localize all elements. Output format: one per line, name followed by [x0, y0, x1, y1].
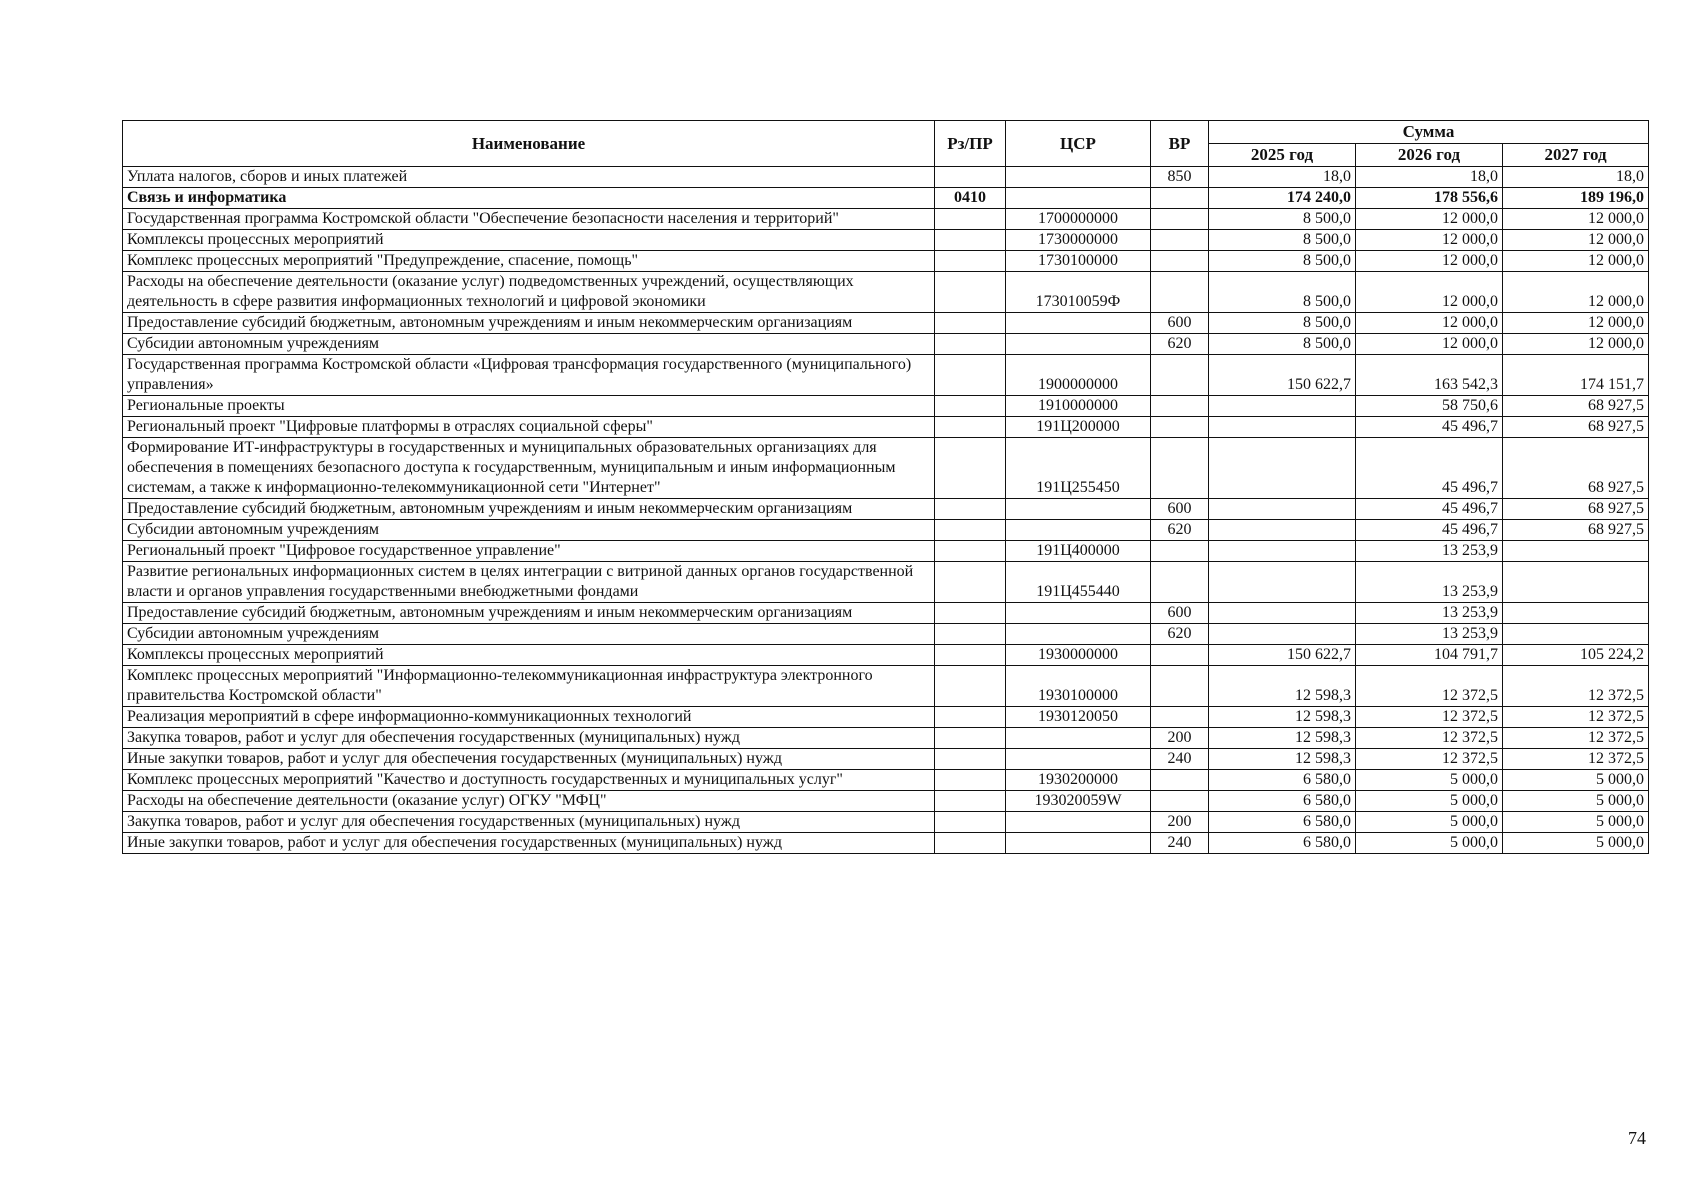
row-amount-2026: 12 372,5 — [1356, 728, 1503, 749]
row-name: Уплата налогов, сборов и иных платежей — [123, 167, 935, 188]
row-name: Развитие региональных информационных систем в целях интеграции с витриной данных органов государственной власти и органов управления государственными внебюджетными фондами — [123, 562, 935, 603]
table-row — [123, 749, 1649, 770]
row-csr: 1930100000 — [1006, 666, 1151, 707]
row-amount-2027: 12 000,0 — [1503, 209, 1649, 230]
row-amount-2025 — [1209, 396, 1356, 417]
row-amount-2026: 163 542,3 — [1356, 355, 1503, 396]
row-amount-2026: 45 496,7 — [1356, 417, 1503, 438]
header-name: Наименование — [123, 121, 935, 167]
row-amount-2026: 13 253,9 — [1356, 562, 1503, 603]
row-amount-2025: 6 580,0 — [1209, 791, 1356, 812]
row-amount-2025 — [1209, 499, 1356, 520]
row-amount-2027 — [1503, 624, 1649, 645]
row-vr — [1151, 230, 1209, 251]
row-rz-pr — [935, 562, 1006, 603]
row-amount-2026: 12 000,0 — [1356, 272, 1503, 313]
header-csr: ЦСР — [1006, 121, 1151, 167]
row-amount-2026: 178 556,6 — [1356, 188, 1503, 209]
row-name: Комплексы процессных мероприятий — [123, 230, 935, 251]
row-amount-2026: 13 253,9 — [1356, 541, 1503, 562]
table-row — [123, 707, 1649, 728]
table-header — [123, 121, 1649, 167]
header-year-2027: 2027 год — [1503, 144, 1649, 167]
row-amount-2027: 5 000,0 — [1503, 833, 1649, 854]
table-row — [123, 645, 1649, 666]
row-csr: 191Ц455440 — [1006, 562, 1151, 603]
table-row — [123, 791, 1649, 812]
row-name: Расходы на обеспечение деятельности (оказание услуг) ОГКУ "МФЦ" — [123, 791, 935, 812]
row-csr — [1006, 499, 1151, 520]
row-name: Комплекс процессных мероприятий "Информационно-телекоммуникационная инфраструктура электронного правительства Костромской области" — [123, 666, 935, 707]
row-rz-pr — [935, 499, 1006, 520]
row-csr: 1730100000 — [1006, 251, 1151, 272]
row-vr: 200 — [1151, 812, 1209, 833]
table-row — [123, 167, 1649, 188]
table-row — [123, 728, 1649, 749]
row-amount-2027: 174 151,7 — [1503, 355, 1649, 396]
row-vr: 240 — [1151, 833, 1209, 854]
row-amount-2027: 68 927,5 — [1503, 396, 1649, 417]
table-row — [123, 666, 1649, 707]
row-vr: 600 — [1151, 313, 1209, 334]
row-vr — [1151, 272, 1209, 313]
row-csr — [1006, 520, 1151, 541]
table-row — [123, 313, 1649, 334]
row-amount-2025 — [1209, 603, 1356, 624]
row-amount-2027: 68 927,5 — [1503, 520, 1649, 541]
row-amount-2026: 5 000,0 — [1356, 791, 1503, 812]
row-csr — [1006, 167, 1151, 188]
row-csr: 191Ц200000 — [1006, 417, 1151, 438]
row-csr — [1006, 624, 1151, 645]
row-name: Реализация мероприятий в сфере информационно-коммуникационных технологий — [123, 707, 935, 728]
row-name: Субсидии автономным учреждениям — [123, 624, 935, 645]
row-amount-2026: 12 372,5 — [1356, 666, 1503, 707]
row-amount-2027: 12 372,5 — [1503, 666, 1649, 707]
row-amount-2027 — [1503, 541, 1649, 562]
row-csr — [1006, 812, 1151, 833]
row-amount-2026: 12 000,0 — [1356, 251, 1503, 272]
row-name: Комплексы процессных мероприятий — [123, 645, 935, 666]
row-amount-2026: 45 496,7 — [1356, 499, 1503, 520]
row-vr — [1151, 188, 1209, 209]
row-amount-2025: 12 598,3 — [1209, 707, 1356, 728]
row-amount-2027 — [1503, 562, 1649, 603]
row-amount-2025: 8 500,0 — [1209, 209, 1356, 230]
row-amount-2025 — [1209, 624, 1356, 645]
row-csr: 1900000000 — [1006, 355, 1151, 396]
row-amount-2026: 12 000,0 — [1356, 230, 1503, 251]
table-row — [123, 209, 1649, 230]
row-rz-pr — [935, 438, 1006, 499]
row-amount-2025: 150 622,7 — [1209, 645, 1356, 666]
row-csr — [1006, 833, 1151, 854]
table-row — [123, 188, 1649, 209]
row-vr: 240 — [1151, 749, 1209, 770]
table-row — [123, 541, 1649, 562]
row-amount-2025: 6 580,0 — [1209, 833, 1356, 854]
row-name: Региональные проекты — [123, 396, 935, 417]
table-row — [123, 438, 1649, 499]
row-amount-2026: 5 000,0 — [1356, 812, 1503, 833]
row-amount-2025: 8 500,0 — [1209, 334, 1356, 355]
header-sum: Сумма — [1209, 121, 1649, 144]
table-row — [123, 770, 1649, 791]
row-csr — [1006, 603, 1151, 624]
table-row — [123, 833, 1649, 854]
row-rz-pr — [935, 209, 1006, 230]
row-name: Иные закупки товаров, работ и услуг для обеспечения государственных (муниципальных) нужд — [123, 749, 935, 770]
row-name: Предоставление субсидий бюджетным, автономным учреждениям и иным некоммерческим организациям — [123, 603, 935, 624]
row-amount-2026: 12 000,0 — [1356, 334, 1503, 355]
row-vr — [1151, 251, 1209, 272]
table-row — [123, 272, 1649, 313]
row-name: Расходы на обеспечение деятельности (оказание услуг) подведомственных учреждений, осуществляющих деятельность в сфере развития информационных технологий и цифровой экономики — [123, 272, 935, 313]
row-csr — [1006, 749, 1151, 770]
row-vr — [1151, 209, 1209, 230]
row-amount-2026: 58 750,6 — [1356, 396, 1503, 417]
row-amount-2027: 5 000,0 — [1503, 791, 1649, 812]
row-rz-pr — [935, 313, 1006, 334]
row-rz-pr — [935, 251, 1006, 272]
row-vr — [1151, 791, 1209, 812]
row-amount-2025 — [1209, 541, 1356, 562]
row-amount-2025: 150 622,7 — [1209, 355, 1356, 396]
row-amount-2027: 12 000,0 — [1503, 313, 1649, 334]
table-row — [123, 603, 1649, 624]
row-name: Иные закупки товаров, работ и услуг для обеспечения государственных (муниципальных) нужд — [123, 833, 935, 854]
row-amount-2025: 8 500,0 — [1209, 272, 1356, 313]
table-row — [123, 624, 1649, 645]
row-vr: 200 — [1151, 728, 1209, 749]
header-vr: ВР — [1151, 121, 1209, 167]
row-name: Предоставление субсидий бюджетным, автономным учреждениям и иным некоммерческим организациям — [123, 313, 935, 334]
row-amount-2026: 5 000,0 — [1356, 833, 1503, 854]
header-year-2026: 2026 год — [1356, 144, 1503, 167]
row-name: Связь и информатика — [123, 188, 935, 209]
table-row — [123, 499, 1649, 520]
table-row — [123, 251, 1649, 272]
row-csr: 1730000000 — [1006, 230, 1151, 251]
row-amount-2025: 18,0 — [1209, 167, 1356, 188]
row-vr: 600 — [1151, 499, 1209, 520]
row-amount-2026: 12 372,5 — [1356, 749, 1503, 770]
row-amount-2026: 45 496,7 — [1356, 520, 1503, 541]
row-amount-2025: 8 500,0 — [1209, 230, 1356, 251]
table-row — [123, 562, 1649, 603]
row-name: Государственная программа Костромской области "Обеспечение безопасности населения и территорий" — [123, 209, 935, 230]
row-name: Формирование ИТ-инфраструктуры в государственных и муниципальных образовательных организациях для обеспечения в помещениях безопасного доступа к государственным, муниципальным и иным информационным системам, а также к информационно-телекоммуникационной сети "Интернет" — [123, 438, 935, 499]
row-csr: 191Ц400000 — [1006, 541, 1151, 562]
row-amount-2027: 68 927,5 — [1503, 438, 1649, 499]
row-amount-2025 — [1209, 417, 1356, 438]
row-rz-pr — [935, 770, 1006, 791]
row-amount-2027: 12 372,5 — [1503, 749, 1649, 770]
row-vr — [1151, 417, 1209, 438]
row-amount-2025: 8 500,0 — [1209, 313, 1356, 334]
row-amount-2027: 12 000,0 — [1503, 334, 1649, 355]
row-csr: 1930120050 — [1006, 707, 1151, 728]
table-row — [123, 334, 1649, 355]
row-vr: 620 — [1151, 334, 1209, 355]
row-rz-pr — [935, 666, 1006, 707]
row-amount-2025 — [1209, 438, 1356, 499]
row-vr — [1151, 562, 1209, 603]
row-name: Комплекс процессных мероприятий "Качество и доступность государственных и муниципальных услуг" — [123, 770, 935, 791]
row-rz-pr — [935, 707, 1006, 728]
row-amount-2027: 12 372,5 — [1503, 728, 1649, 749]
row-amount-2025 — [1209, 562, 1356, 603]
row-amount-2026: 13 253,9 — [1356, 603, 1503, 624]
row-csr — [1006, 313, 1151, 334]
row-vr — [1151, 645, 1209, 666]
page-number: 74 — [1628, 1128, 1646, 1148]
row-vr — [1151, 707, 1209, 728]
row-amount-2026: 12 000,0 — [1356, 313, 1503, 334]
row-amount-2025: 12 598,3 — [1209, 749, 1356, 770]
row-amount-2026: 5 000,0 — [1356, 770, 1503, 791]
row-vr: 600 — [1151, 603, 1209, 624]
row-csr: 193020059W — [1006, 791, 1151, 812]
row-amount-2025 — [1209, 520, 1356, 541]
row-csr — [1006, 728, 1151, 749]
row-name: Субсидии автономным учреждениям — [123, 520, 935, 541]
row-vr — [1151, 666, 1209, 707]
table-row — [123, 355, 1649, 396]
row-rz-pr — [935, 728, 1006, 749]
row-amount-2027: 12 372,5 — [1503, 707, 1649, 728]
row-amount-2026: 104 791,7 — [1356, 645, 1503, 666]
row-csr: 1930200000 — [1006, 770, 1151, 791]
table-body — [123, 167, 1649, 854]
row-amount-2025: 12 598,3 — [1209, 728, 1356, 749]
row-csr — [1006, 188, 1151, 209]
budget-table — [122, 120, 1649, 854]
row-name: Региональный проект "Цифровое государственное управление" — [123, 541, 935, 562]
row-name: Региональный проект "Цифровые платформы в отраслях социальной сферы" — [123, 417, 935, 438]
row-amount-2027: 12 000,0 — [1503, 272, 1649, 313]
row-amount-2027: 68 927,5 — [1503, 417, 1649, 438]
row-vr — [1151, 770, 1209, 791]
table-row — [123, 520, 1649, 541]
row-vr — [1151, 355, 1209, 396]
row-rz-pr — [935, 833, 1006, 854]
row-amount-2027: 12 000,0 — [1503, 230, 1649, 251]
row-name: Субсидии автономным учреждениям — [123, 334, 935, 355]
row-vr — [1151, 438, 1209, 499]
row-amount-2025: 6 580,0 — [1209, 812, 1356, 833]
row-amount-2027: 5 000,0 — [1503, 770, 1649, 791]
row-rz-pr — [935, 624, 1006, 645]
row-amount-2025: 8 500,0 — [1209, 251, 1356, 272]
row-rz-pr — [935, 272, 1006, 313]
row-rz-pr — [935, 749, 1006, 770]
row-name: Закупка товаров, работ и услуг для обеспечения государственных (муниципальных) нужд — [123, 728, 935, 749]
row-amount-2027 — [1503, 603, 1649, 624]
row-rz-pr — [935, 167, 1006, 188]
row-vr: 620 — [1151, 624, 1209, 645]
table-row — [123, 396, 1649, 417]
row-rz-pr — [935, 791, 1006, 812]
row-rz-pr — [935, 355, 1006, 396]
header-year-2025: 2025 год — [1209, 144, 1356, 167]
row-amount-2026: 18,0 — [1356, 167, 1503, 188]
row-rz-pr — [935, 417, 1006, 438]
row-amount-2027: 189 196,0 — [1503, 188, 1649, 209]
row-amount-2026: 13 253,9 — [1356, 624, 1503, 645]
row-name: Государственная программа Костромской области «Цифровая трансформация государственного (муниципального) управления» — [123, 355, 935, 396]
row-csr: 1910000000 — [1006, 396, 1151, 417]
row-vr — [1151, 541, 1209, 562]
row-rz-pr — [935, 541, 1006, 562]
row-vr — [1151, 396, 1209, 417]
row-amount-2025: 12 598,3 — [1209, 666, 1356, 707]
row-rz-pr — [935, 520, 1006, 541]
row-amount-2027: 5 000,0 — [1503, 812, 1649, 833]
row-amount-2025: 6 580,0 — [1209, 770, 1356, 791]
row-amount-2027: 105 224,2 — [1503, 645, 1649, 666]
row-rz-pr — [935, 603, 1006, 624]
row-csr: 1700000000 — [1006, 209, 1151, 230]
row-name: Закупка товаров, работ и услуг для обеспечения государственных (муниципальных) нужд — [123, 812, 935, 833]
row-rz-pr — [935, 396, 1006, 417]
row-amount-2027: 12 000,0 — [1503, 251, 1649, 272]
row-csr — [1006, 334, 1151, 355]
row-vr: 620 — [1151, 520, 1209, 541]
row-name: Предоставление субсидий бюджетным, автономным учреждениям и иным некоммерческим организациям — [123, 499, 935, 520]
row-name: Комплекс процессных мероприятий "Предупреждение, спасение, помощь" — [123, 251, 935, 272]
row-rz-pr — [935, 645, 1006, 666]
header-rz-pr: Рз/ПР — [935, 121, 1006, 167]
row-amount-2026: 12 000,0 — [1356, 209, 1503, 230]
row-amount-2027: 68 927,5 — [1503, 499, 1649, 520]
row-csr: 173010059Ф — [1006, 272, 1151, 313]
row-csr: 191Ц255450 — [1006, 438, 1151, 499]
row-rz-pr — [935, 334, 1006, 355]
table-row — [123, 417, 1649, 438]
row-vr: 850 — [1151, 167, 1209, 188]
row-rz-pr: 0410 — [935, 188, 1006, 209]
row-rz-pr — [935, 812, 1006, 833]
row-amount-2026: 45 496,7 — [1356, 438, 1503, 499]
row-csr: 1930000000 — [1006, 645, 1151, 666]
table-row — [123, 230, 1649, 251]
row-amount-2027: 18,0 — [1503, 167, 1649, 188]
row-amount-2025: 174 240,0 — [1209, 188, 1356, 209]
row-rz-pr — [935, 230, 1006, 251]
row-amount-2026: 12 372,5 — [1356, 707, 1503, 728]
table-row — [123, 812, 1649, 833]
